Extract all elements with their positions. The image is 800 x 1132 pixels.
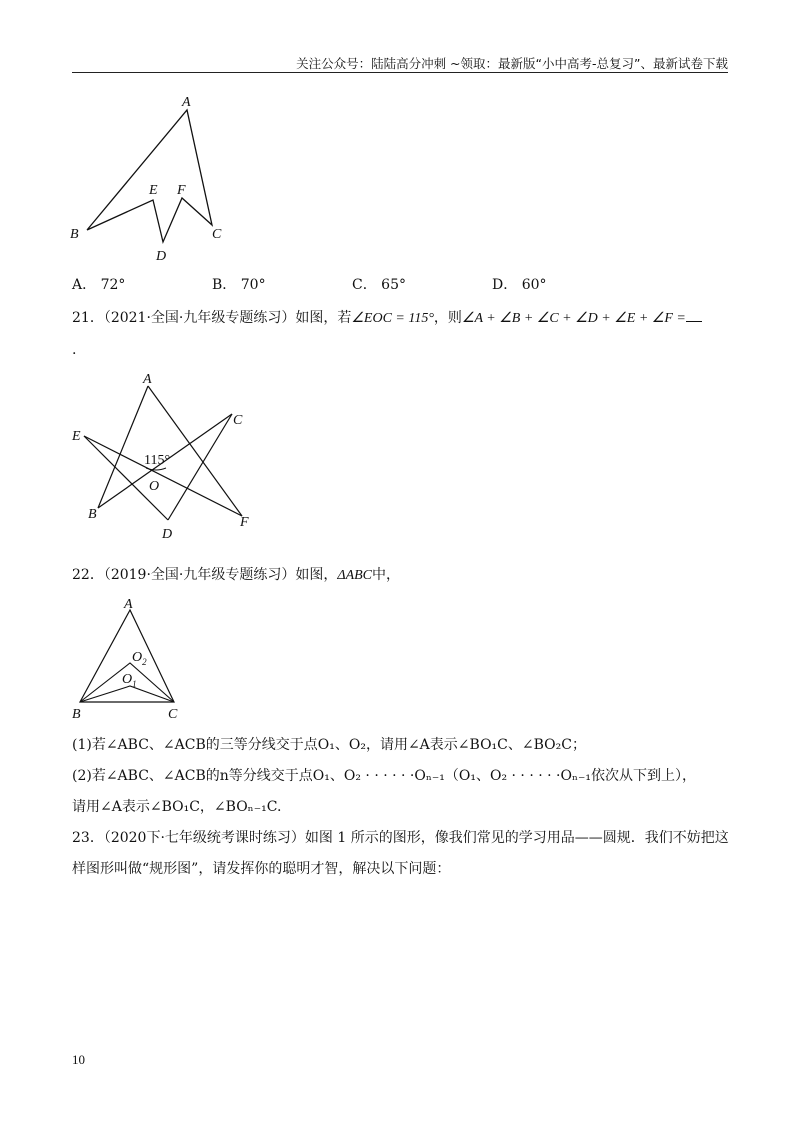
label-a: A xyxy=(124,597,133,612)
question-23-line2: 样图形叫做“规形图”，请发挥你的聪明才智，解决以下问题： xyxy=(72,861,451,877)
label-b: B xyxy=(88,507,97,522)
label-f: F xyxy=(177,183,186,198)
question-22-part2: (2)若∠ABC、∠ACB的n等分线交于点O₁、O₂ · · · · · ·Oₙ₋₁（O₁、O₂ · · · · · ·Oₙ₋₁依次从下到上）， xyxy=(72,768,697,784)
label-c: C xyxy=(233,413,243,428)
question-22-number: 22． xyxy=(72,567,104,583)
label-f: F xyxy=(240,515,249,530)
label-d: D xyxy=(156,249,167,264)
label-d: D xyxy=(162,527,173,542)
label-o1: $O_1$ xyxy=(122,672,137,689)
figure-q22 xyxy=(68,594,198,724)
question-21-tail: . xyxy=(72,342,77,358)
label-o: O xyxy=(149,479,160,494)
figure-q20-outline xyxy=(87,110,212,242)
path-b-o1-c xyxy=(80,686,174,702)
label-c: C xyxy=(168,707,178,722)
question-21-number: 21． xyxy=(72,310,104,326)
header-rule xyxy=(72,72,728,73)
given-angle: ∠EOC = 115° xyxy=(351,311,434,326)
question-22-source: （2019·全国·九年级专题练习） xyxy=(103,567,296,583)
angle-sum-expression: ∠A + ∠B + ∠C + ∠D + ∠E + ∠F = xyxy=(461,311,686,326)
label-e: E xyxy=(72,429,81,444)
option-d: D． 60° xyxy=(492,277,547,293)
label-a: A xyxy=(143,372,152,387)
label-o2: $O_2$ xyxy=(132,650,147,667)
question-22-part2-continued: 请用∠A表示∠BO₁C，∠BOₙ₋₁C. xyxy=(72,799,282,815)
figure-q21 xyxy=(70,368,270,548)
label-c: C xyxy=(212,227,222,242)
page-header: 关注公众号：陆陆高分冲刺 ~领取：最新版“小中高考-总复习”、最新试卷下载 xyxy=(296,56,728,71)
question-21-source: （2021·全国·九年级专题练习） xyxy=(103,310,296,326)
angle-label: 115° xyxy=(144,453,171,468)
answer-blank xyxy=(686,309,702,322)
page-number: 10 xyxy=(72,1052,85,1067)
option-a: A． 72° xyxy=(72,277,126,293)
question-22: 22．（2019·全国·九年级专题练习）如图，ΔABC中， xyxy=(72,567,401,583)
question-23-line1: 23．（2020下·七年级统考课时练习）如图 1 所示的图形，像我们常见的学习用品——圆规．我们不妨把这 xyxy=(72,830,729,846)
line-e-f xyxy=(84,436,242,516)
question-21: 21．（2021·全国·九年级专题练习）如图，若∠EOC = 115°，则∠A + ∠B + ∠C + ∠D + ∠E + ∠F = xyxy=(72,309,702,328)
triangle-abc xyxy=(80,610,174,702)
label-b: B xyxy=(70,227,79,242)
question-22-part1: (1)若∠ABC、∠ACB的三等分线交于点O₁、O₂，请用∠A表示∠BO₁C、∠BO₂C； xyxy=(72,737,586,753)
line-c-d xyxy=(168,414,232,520)
triangle-name: ΔABC xyxy=(337,568,373,583)
label-e: E xyxy=(149,183,158,198)
option-c: C． 65° xyxy=(352,277,406,293)
figure-q20 xyxy=(60,90,250,270)
label-a: A xyxy=(182,95,191,110)
option-b: B． 70° xyxy=(212,277,266,293)
line-e-d xyxy=(84,436,171,520)
line-a-f xyxy=(148,386,242,516)
label-b: B xyxy=(72,707,81,722)
